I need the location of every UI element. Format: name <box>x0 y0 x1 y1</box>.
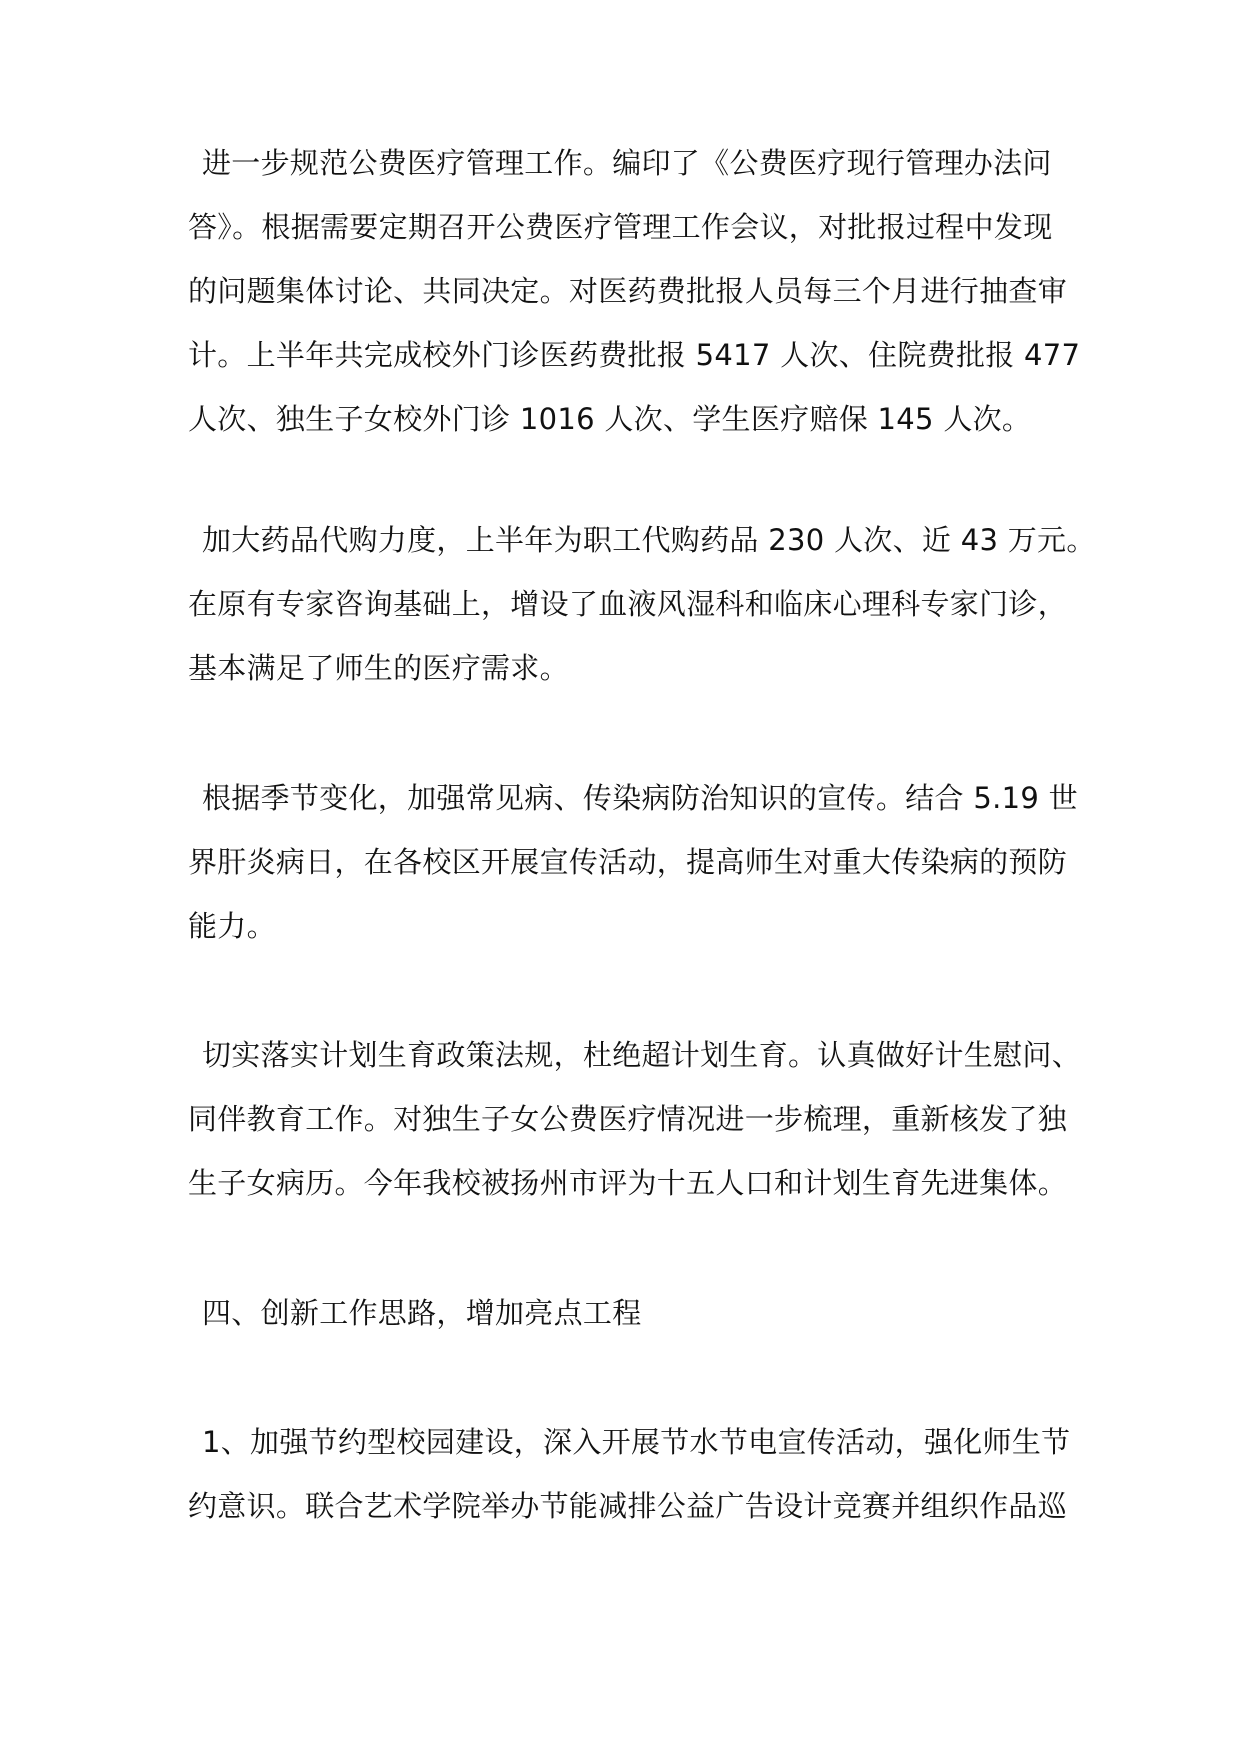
section-heading <box>188 1281 1088 1345</box>
paragraph-line: 人次、独生子女校外门诊 1016 人次、学生医疗赔保 145 人次。 <box>188 402 1032 436</box>
paragraph-family-planning <box>188 1023 1088 1215</box>
paragraph-line: 约意识。联合艺术学院举办节能减排公益广告设计竞赛并组织作品巡 <box>188 1489 1068 1523</box>
paragraph-line: 在原有专家咨询基础上，增设了血液风湿科和临床心理科专家门诊， <box>188 587 1068 621</box>
paragraph-item-one <box>188 1410 1088 1538</box>
paragraph-medical-management <box>188 131 1088 451</box>
paragraph-line: 界肝炎病日，在各校区开展宣传活动，提高师生对重大传染病的预防 <box>188 845 1068 879</box>
paragraph-line: 的问题集体讨论、共同决定。对医药费批报人员每三个月进行抽查审 <box>188 274 1068 308</box>
section-heading-text: 四、创新工作思路，增加亮点工程 <box>202 1296 642 1330</box>
paragraph-line: 进一步规范公费医疗管理工作。编印了《公费医疗现行管理办法问 <box>202 146 1052 180</box>
paragraph-drug-purchase <box>188 508 1096 700</box>
paragraph-disease-prevention <box>188 766 1088 958</box>
paragraph-line: 基本满足了师生的医疗需求。 <box>188 651 569 685</box>
paragraph-line: 加大药品代购力度，上半年为职工代购药品 230 人次、近 43 万元。 <box>202 523 1096 557</box>
paragraph-line: 计。上半年共完成校外门诊医药费批报 5417 人次、住院费批报 477 <box>188 338 1081 372</box>
paragraph-line: 生子女病历。今年我校被扬州市评为十五人口和计划生育先进集体。 <box>188 1166 1068 1200</box>
paragraph-line: 同伴教育工作。对独生子女公费医疗情况进一步梳理，重新核发了独 <box>188 1102 1068 1136</box>
paragraph-line: 根据季节变化，加强常见病、传染病防治知识的宣传。结合 5.19 世 <box>202 781 1078 815</box>
paragraph-line: 能力。 <box>188 909 276 943</box>
paragraph-line: 1、加强节约型校园建设，深入开展节水节电宣传活动，强化师生节 <box>202 1425 1071 1459</box>
paragraph-line: 答》。根据需要定期召开公费医疗管理工作会议，对批报过程中发现 <box>188 210 1053 244</box>
paragraph-line: 切实落实计划生育政策法规，杜绝超计划生育。认真做好计生慰问、 <box>202 1038 1082 1072</box>
